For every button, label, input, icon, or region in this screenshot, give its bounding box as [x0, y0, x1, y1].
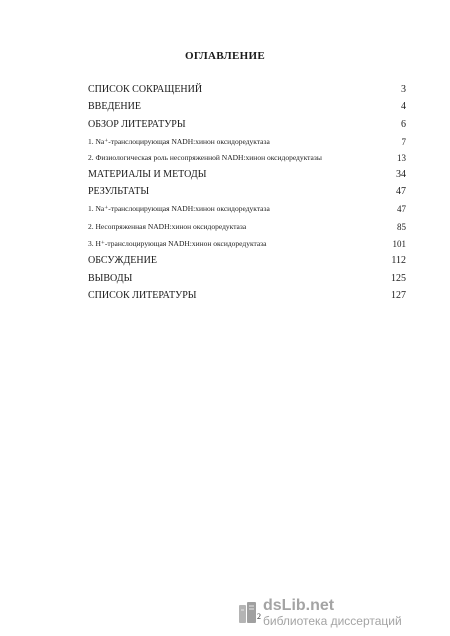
toc-entry-label: 1. Na⁺-транслоцирующая NADH:хинон оксидоредуктаза: [88, 137, 270, 146]
toc-entry-page: 3: [401, 84, 406, 95]
toc-entry-label: СПИСОК СОКРАЩЕНИЙ: [88, 84, 203, 95]
toc-entry-label: 3. H⁺-транслоцирующая NADH:хинон оксидоредуктаза: [88, 239, 267, 248]
toc-entry-literature-review[interactable]: [88, 119, 406, 133]
toc-entry-review-1[interactable]: [88, 137, 406, 151]
watermark[interactable]: [237, 599, 442, 627]
toc-entry-page: 6: [401, 119, 406, 130]
toc-entry-results-1[interactable]: [88, 204, 406, 218]
toc-entry-materials-methods[interactable]: [88, 169, 406, 183]
book-logo-icon: [237, 601, 259, 625]
toc-entry-label: ВЫВОДЫ: [88, 273, 133, 284]
toc-entry-introduction[interactable]: [88, 101, 406, 115]
toc-entry-page: 127: [391, 290, 406, 301]
toc-entry-bibliography[interactable]: [88, 290, 406, 304]
toc-entry-label: СПИСОК ЛИТЕРАТУРЫ: [88, 290, 197, 301]
toc-entry-results[interactable]: [88, 186, 406, 200]
toc-entry-label: ОБЗОР ЛИТЕРАТУРЫ: [88, 119, 186, 130]
toc-entry-label: 1. Na⁺-транслоцирующая NADH:хинон оксидоредуктаза: [88, 204, 270, 213]
toc-entry-review-2[interactable]: [88, 153, 406, 167]
watermark-brand: dsLib.net: [263, 597, 335, 614]
toc-entry-conclusions[interactable]: [88, 273, 406, 287]
toc-entry-page: 47: [396, 186, 406, 197]
toc-entry-page: 47: [397, 204, 406, 214]
toc-entry-discussion[interactable]: [88, 255, 406, 269]
toc-entry-page: 101: [392, 239, 406, 249]
toc-entry-results-3[interactable]: [88, 239, 406, 253]
toc-entry-page: 112: [391, 255, 406, 266]
toc-title: ОГЛАВЛЕНИЕ: [185, 50, 265, 62]
toc-entry-label: 2. Физиологическая роль несопряженной NADH:хинон оксидоредуктазы: [88, 153, 322, 162]
toc-entry-page: 13: [397, 153, 406, 163]
toc-entry-label: 2. Несопряженная NADH:хинон оксидоредуктаза: [88, 222, 247, 231]
toc-entry-page: 4: [401, 101, 406, 112]
toc-entry-label: РЕЗУЛЬТАТЫ: [88, 186, 150, 197]
watermark-subtitle: библиотека диссертаций: [263, 614, 402, 628]
toc-entry-results-2[interactable]: [88, 222, 406, 236]
toc-entry-label: ВВЕДЕНИЕ: [88, 101, 141, 112]
toc-entry-page: 34: [396, 169, 406, 180]
toc-entry-page: 85: [397, 222, 406, 232]
toc-entry-page: 125: [391, 273, 406, 284]
page-number: 2: [257, 612, 261, 621]
toc-entry-abbreviations[interactable]: [88, 84, 406, 98]
toc-entry-page: 7: [401, 137, 406, 147]
toc-entry-label: ОБСУЖДЕНИЕ: [88, 255, 157, 266]
toc-entry-label: МАТЕРИАЛЫ И МЕТОДЫ: [88, 169, 207, 180]
